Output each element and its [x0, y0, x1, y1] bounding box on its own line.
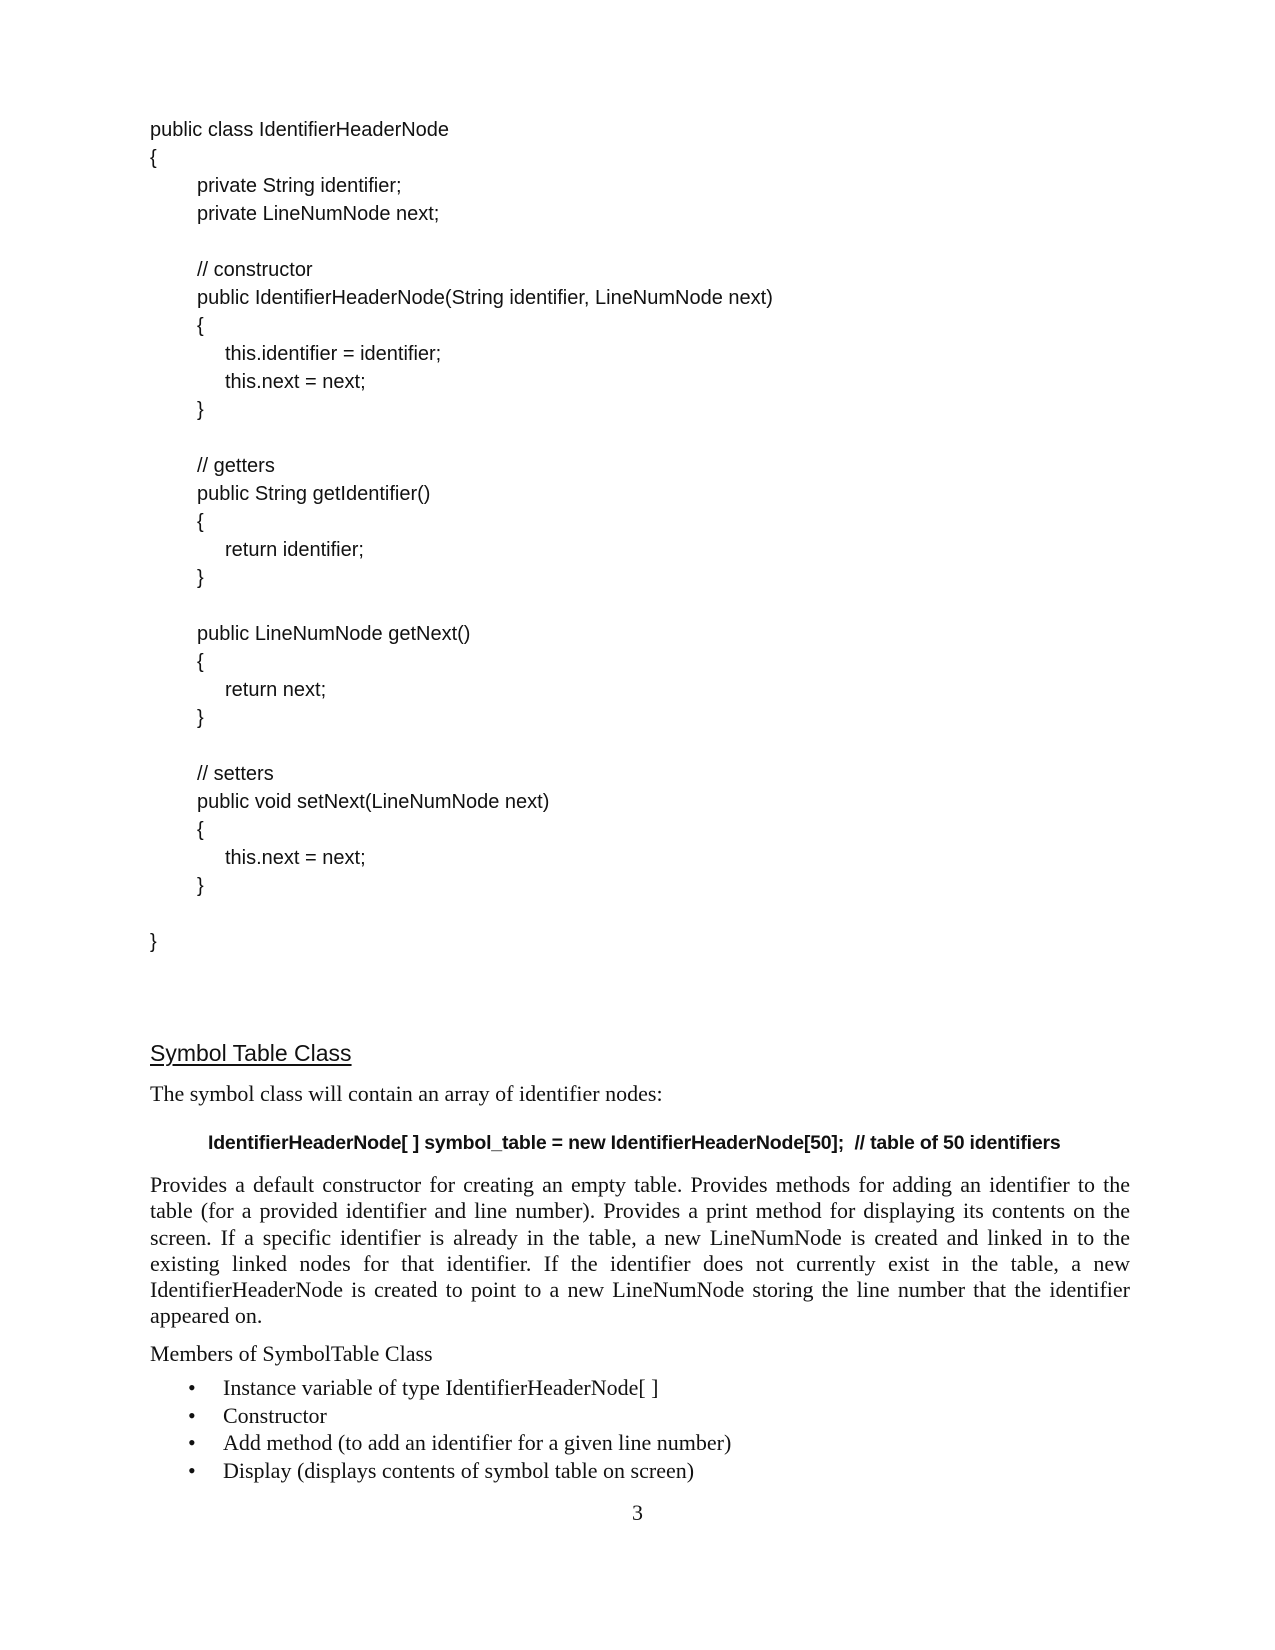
list-item	[150, 1457, 1130, 1485]
code-line: {	[197, 819, 204, 841]
code-line: // getters	[197, 455, 275, 477]
code-line: return next;	[225, 679, 327, 701]
code-line: private LineNumNode next;	[197, 203, 440, 225]
members-list	[150, 1374, 1130, 1484]
page-number: 3	[632, 1500, 643, 1525]
code-line: {	[197, 651, 204, 673]
list-item-text: Add method (to add an identifier for a given line number)	[223, 1430, 732, 1455]
code-line: {	[197, 511, 204, 533]
code-line: this.identifier = identifier;	[225, 343, 442, 365]
code-listing	[150, 116, 1150, 956]
code-line	[150, 900, 1150, 928]
code-line: private String identifier;	[197, 175, 402, 197]
intro-text: The symbol class will contain an array of identifier nodes:	[150, 1081, 663, 1106]
code-line: // constructor	[197, 259, 313, 281]
code-line	[150, 592, 1150, 620]
list-item	[150, 1429, 1130, 1457]
list-item-text: Instance variable of type IdentifierHeaderNode[ ]	[223, 1375, 659, 1400]
bullet-icon: •	[188, 1457, 196, 1483]
list-item-text: Constructor	[223, 1402, 327, 1428]
bullet-icon: •	[188, 1430, 196, 1455]
code-line: {	[197, 315, 204, 337]
code-line: return identifier;	[225, 539, 364, 561]
code-line: {	[150, 147, 157, 169]
code-line: this.next = next;	[225, 847, 366, 869]
code-line: public class IdentifierHeaderNode	[150, 119, 450, 141]
section-heading: Symbol Table Class	[150, 1040, 352, 1066]
code-line: }	[197, 875, 204, 897]
list-item	[150, 1402, 1130, 1430]
code-line: public String getIdentifier()	[197, 483, 431, 505]
code-line: }	[150, 931, 157, 953]
declaration-line: IdentifierHeaderNode[ ] symbol_table = new IdentifierHeaderNode[50]; // table of 50 identifiers	[208, 1132, 1061, 1154]
members-label: Members of SymbolTable Class	[150, 1341, 433, 1366]
code-line: public IdentifierHeaderNode(String identifier, LineNumNode next)	[197, 287, 773, 309]
bullet-icon: •	[188, 1375, 196, 1400]
code-line	[150, 424, 1150, 452]
list-item	[150, 1374, 1130, 1402]
bullet-icon: •	[188, 1402, 196, 1428]
list-item-text: Display (displays contents of symbol table on screen)	[223, 1457, 695, 1483]
code-line	[150, 228, 1150, 256]
description-paragraph: Provides a default constructor for creating an empty table. Provides methods for adding an identifier to the table (for a provided identifier and line number). Provides a print method for displaying its contents on the screen. If a specific identifier is already in the table, a new LineNumNode is created and linked in to the existing linked nodes for that identifier. If the identifier does not currently exist in the table, a new IdentifierHeaderNode is created to point to a new LineNumNode storing the line number that the identifier appeared on.	[150, 1172, 1130, 1329]
code-line: // setters	[197, 763, 274, 785]
code-line: }	[197, 399, 204, 421]
code-line: }	[197, 707, 204, 729]
code-line: public void setNext(LineNumNode next)	[197, 791, 550, 813]
code-line: this.next = next;	[225, 371, 366, 393]
code-line: public LineNumNode getNext()	[197, 623, 471, 645]
code-line: }	[197, 567, 204, 589]
code-line	[150, 732, 1150, 760]
